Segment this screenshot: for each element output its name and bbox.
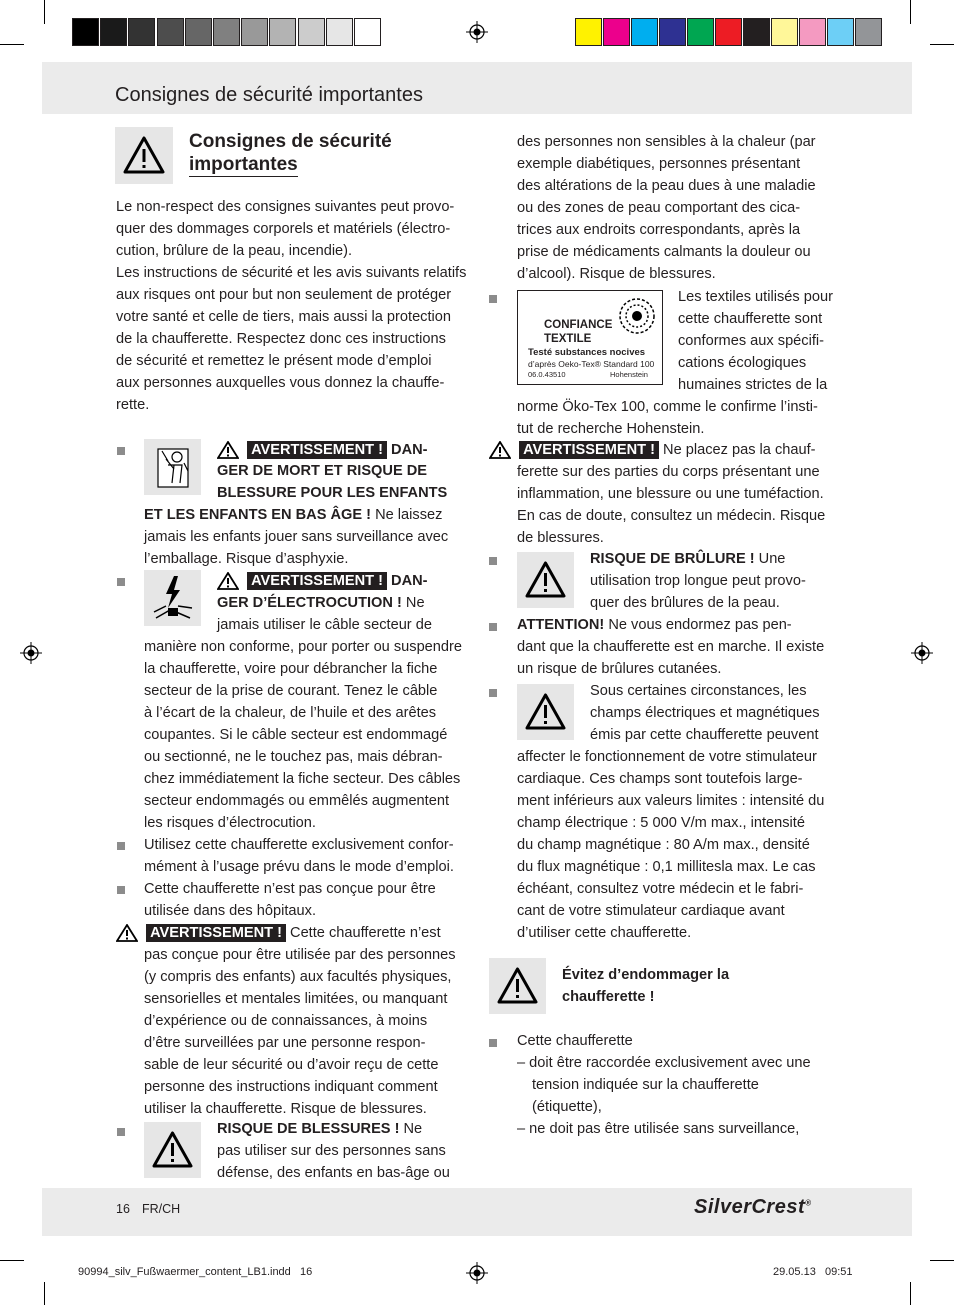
color-swatch xyxy=(100,18,127,46)
warning-small-icon xyxy=(217,572,239,590)
bullet xyxy=(117,447,125,455)
subsection-title: Évitez d’endommager la chaufferette ! xyxy=(562,967,730,1005)
warning-label: AVERTISSEMENT ! DAN- xyxy=(217,572,428,590)
page-number: 16 xyxy=(116,1202,130,1216)
color-swatch xyxy=(185,18,212,46)
dash-item: – ne doit pas être utilisée sans surveillance, xyxy=(517,1121,800,1137)
oeko-tex-text: norme Öko-Tex 100, comme le confirme l’insti- tut de recherche Hohenstein. xyxy=(517,399,818,437)
registration-mark-icon xyxy=(466,1262,488,1284)
warning-text: ferette sur des parties du corps présentant une inflammation, une blessure ou une tuméfaction. En cas de doute, consultez un médecin. Risque de blessures. xyxy=(517,464,826,546)
page-title: Consignes de sécurité importantes xyxy=(115,84,423,106)
color-swatch xyxy=(855,18,882,46)
registration-mark-icon xyxy=(911,642,933,664)
warning-heading: GER DE MORT ET RISQUE DE BLESSURE POUR LES ENFANTS xyxy=(217,463,448,501)
color-swatch xyxy=(743,18,770,46)
warning-text: ET LES ENFANTS EN BAS ÂGE ! Ne laissez jamais les enfants jouer sans surveillance avec l’emballage. Risque d’asphyxie. xyxy=(144,507,449,567)
oeko-tex-text: Les textiles utilisés pour cette chaufferette sont conformes aux spécifi- cations écologiques humaines strictes de la xyxy=(678,289,833,393)
crop-mark xyxy=(0,44,24,45)
bullet xyxy=(489,295,497,303)
bullet xyxy=(489,623,497,631)
dash-item: – doit être raccordée exclusivement avec une tension indiquée sur la chaufferette (étiquette), xyxy=(517,1055,811,1115)
registration-mark-icon xyxy=(20,642,42,664)
warning-triangle-icon xyxy=(115,127,173,184)
warning-label: AVERTISSEMENT ! DAN- xyxy=(217,441,428,459)
color-swatch xyxy=(354,18,381,46)
warning-label: AVERTISSEMENT ! Ne placez pas la chauf- xyxy=(489,441,816,459)
warning-text: RISQUE DE BLESSURES ! Ne pas utiliser sur des personnes sans défense, des enfants en bas-âge ou xyxy=(217,1121,450,1181)
warning-text: manière non conforme, pour porter ou suspendre la chaufferette, voire pour débrancher la fiche secteur de la prise de courant. Tenez le câble à l’écart de la chaleur, de l’huile et des arêtes coupantes. Si le câble secteur est endommagé ou sectionné, ne le touchez pas, mais débran- chez immédiatement la fiche secteur. Des câbles secteur endommagés ou emmêlés augmentent les risques d’électrocution. xyxy=(144,639,463,831)
color-swatch xyxy=(213,18,240,46)
color-swatch xyxy=(687,18,714,46)
warning-text: des personnes non sensibles à la chaleur (par exemple diabétiques, personnes présentant des altérations de la peau dues à une maladie ou des zones de peau comportant des cica- trices aux endroits correspondants, après la prise de médicaments calmants la douleur ou d’alcool). Risque de blessures. xyxy=(517,134,816,282)
color-swatch xyxy=(771,18,798,46)
bullet xyxy=(117,578,125,586)
crop-mark xyxy=(910,0,911,24)
warning-heading: GER D’ÉLECTROCUTION ! Ne jamais utiliser le câble secteur de xyxy=(217,595,432,633)
section-title: Consignes de sécurité importantes xyxy=(189,131,392,175)
crop-mark xyxy=(44,0,45,24)
oeko-tex-logo-icon xyxy=(618,297,656,335)
registration-mark-icon xyxy=(466,21,488,43)
warning-icon-box xyxy=(517,684,574,740)
oeko-tex-label: CONFIANCE TEXTILE Testé substances nocives d’après Oeko-Tex® Standard 100 06.0.43510 Hohenstein xyxy=(517,290,663,385)
crop-mark xyxy=(910,1282,911,1305)
crop-mark xyxy=(930,44,954,45)
warning-text: Sous certaines circonstances, les champs électriques et magnétiques émis par cette chaufferette peuvent xyxy=(590,683,820,743)
warning-small-icon xyxy=(489,441,511,459)
file-info: 90994_silv_Fußwaermer_content_LB1.indd 16 xyxy=(78,1266,313,1278)
bullet xyxy=(489,1039,497,1047)
bullet xyxy=(117,1128,125,1136)
color-swatch xyxy=(659,18,686,46)
warning-icon-box xyxy=(517,552,574,608)
electric-danger-icon xyxy=(144,570,201,626)
warning-small-icon xyxy=(116,924,138,942)
crop-mark xyxy=(44,1282,45,1305)
color-swatch xyxy=(128,18,155,46)
intro-paragraph: Le non-respect des consignes suivantes peut provo- quer des dommages corporels et matériels (électro- cution, brûlure de la peau, incendie). Les instructions de sécurité et les avis suivants relatifs aux risques ont pour but non seulement de protéger votre santé et celle de tiers, mais aussi la protection de la chaufferette. Respectez donc ces instructions de sécurité et remettez le présent mode d’emploi aux personnes auxquelles vous donnez la chauffe- rette. xyxy=(116,199,467,413)
warning-triangle-icon xyxy=(517,552,574,608)
language-code: FR/CH xyxy=(142,1202,181,1216)
color-swatch xyxy=(799,18,826,46)
lightning-plug-icon xyxy=(144,570,201,626)
warning-triangle-icon xyxy=(517,684,574,740)
warning-icon-box xyxy=(489,958,546,1014)
color-swatch xyxy=(631,18,658,46)
child-danger-icon xyxy=(144,439,201,495)
warning-text: ATTENTION! Ne vous endormez pas pen- dant que la chaufferette est en marche. Il existe un risque de brûlures cutanées. xyxy=(517,617,825,677)
color-swatch xyxy=(241,18,268,46)
warning-triangle-icon xyxy=(489,958,546,1014)
child-packaging-icon xyxy=(144,439,201,495)
bullet xyxy=(117,886,125,894)
color-swatch xyxy=(157,18,184,46)
warning-icon-box xyxy=(144,1122,201,1178)
color-swatch xyxy=(72,18,99,46)
color-swatch xyxy=(326,18,353,46)
color-swatch xyxy=(827,18,854,46)
warning-small-icon xyxy=(217,441,239,459)
bullet xyxy=(489,557,497,565)
bullet xyxy=(489,689,497,697)
color-swatch xyxy=(603,18,630,46)
crop-mark xyxy=(0,1260,24,1261)
list-item: Utilisez cette chaufferette exclusivement confor- mément à l’usage prévu dans le mode d’emploi. xyxy=(144,837,454,875)
brand-logo: SilverCrest® xyxy=(694,1196,812,1218)
warning-label: AVERTISSEMENT ! Cette chaufferette n’est xyxy=(116,924,441,942)
color-swatch xyxy=(269,18,296,46)
warning-text: pas conçue pour être utilisée par des personnes (y compris des enfants) aux facultés physiques, sensorielles et mentales limitées, ou manquant d’expérience ou de connaissances, à moins d’être surveillées par une personne respon- sable de leur sécurité ou d’avoir reçu de cette personne des instructions indiquant comment utiliser la chaufferette. Risque de blessures. xyxy=(144,947,456,1117)
list-item: Cette chaufferette xyxy=(517,1033,633,1049)
warning-triangle-icon xyxy=(144,1122,201,1178)
list-item: Cette chaufferette n’est pas conçue pour être utilisée dans des hôpitaux. xyxy=(144,881,436,919)
warning-text: affecter le fonctionnement de votre stimulateur cardiaque. Ces champs sont toutefois large- ment inférieurs aux valeurs limites : intensité du champ électrique : 5 000 V/m max., intensité du champ magnétique : 80 A/m max., densité du flux magnétique : 0,1 millitesla max. Le cas échéant, consultez votre médecin et le fabri- cant de votre stimulateur cardiaque avant d’utiliser cette chaufferette. xyxy=(517,749,825,941)
warning-text: RISQUE DE BRÛLURE ! Une utilisation trop longue peut provo- quer des brûlures de la peau. xyxy=(590,551,806,611)
color-swatch xyxy=(298,18,325,46)
bullet xyxy=(117,842,125,850)
color-swatch xyxy=(715,18,742,46)
color-swatch xyxy=(575,18,602,46)
crop-mark xyxy=(930,1260,954,1261)
print-date: 29.05.13 09:51 xyxy=(773,1266,853,1278)
warning-icon-box xyxy=(115,127,173,184)
